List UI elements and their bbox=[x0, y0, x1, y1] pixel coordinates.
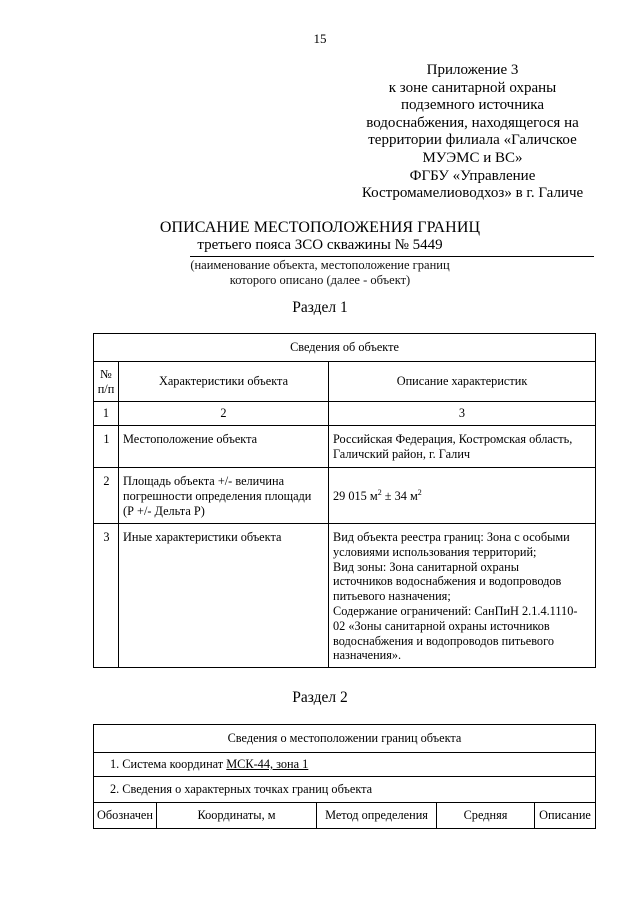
document-subtitle: третьего пояса ЗСО скважины № 5449 bbox=[197, 237, 443, 253]
object-info-table bbox=[93, 333, 596, 668]
appendix-line: подземного источника bbox=[400, 97, 544, 114]
description-line: Содержание ограничений: СанПиН 2.1.4.1110- bbox=[333, 603, 578, 618]
description-line: 02 «Зоны санитарной охраны источников bbox=[333, 618, 550, 633]
table-row bbox=[94, 426, 596, 468]
title-note-line: (наименование объекта, местоположение границ bbox=[190, 258, 450, 272]
characteristic-line: (Р +/- Дельта Р) bbox=[123, 503, 205, 518]
boundary-table-title: Сведения о местоположении границ объекта bbox=[94, 725, 596, 753]
table-row bbox=[94, 524, 596, 668]
col-number: 3 bbox=[329, 402, 596, 426]
description-line: Галичский район, г. Галич bbox=[333, 446, 471, 461]
section-2-heading: Раздел 2 bbox=[292, 689, 348, 706]
description-line: Российская Федерация, Костромская область, bbox=[333, 432, 573, 446]
object-info-table-title: Сведения об объекте bbox=[94, 334, 596, 362]
description-line: Вид объекта реестра границ: Зона с особыми bbox=[333, 530, 570, 544]
title-note bbox=[0, 258, 640, 288]
area-tolerance-exponent: 2 bbox=[417, 488, 422, 497]
row-description bbox=[329, 426, 596, 468]
appendix-line: водоснабжения, находящегося на bbox=[366, 114, 579, 131]
description-line: водоснабжения и водопроводов питьевого bbox=[333, 633, 554, 648]
page-number: 15 bbox=[313, 31, 327, 46]
col-number: 1 bbox=[94, 402, 119, 426]
appendix-line: территории филиала «Галичское bbox=[368, 132, 577, 149]
col-header-characteristic: Характеристики объекта bbox=[119, 362, 329, 402]
title-underline bbox=[190, 256, 594, 257]
col-header-mean: Средняя bbox=[437, 803, 535, 829]
row-number: 3 bbox=[94, 524, 119, 668]
table-row bbox=[94, 468, 596, 524]
col-header-description: Описание bbox=[535, 803, 596, 829]
area-unit-exponent: 2 bbox=[377, 488, 382, 497]
row-description bbox=[329, 524, 596, 668]
title-note-line: которого описано (далее - объект) bbox=[229, 273, 411, 287]
col-header-designation: Обозначен bbox=[94, 803, 157, 829]
row-characteristic bbox=[119, 468, 329, 524]
description-line: источников водоснабжения и водопроводов bbox=[333, 574, 562, 589]
area-tolerance: ± 34 м bbox=[381, 489, 418, 504]
row-characteristic: Местоположение объекта bbox=[119, 426, 329, 468]
appendix-line: Приложение 3 bbox=[426, 62, 519, 78]
appendix-block bbox=[340, 62, 605, 203]
coordinate-system-row bbox=[94, 753, 596, 777]
appendix-line: к зоне санитарной охраны bbox=[388, 79, 557, 96]
coordinate-system-value: МСК-44, зона 1 bbox=[226, 757, 309, 772]
points-info-row: 2. Сведения о характерных точках границ объекта bbox=[94, 777, 596, 803]
description-line: условиями использования территорий; bbox=[333, 544, 537, 559]
section-1-heading: Раздел 1 bbox=[292, 299, 348, 316]
appendix-line: ФГБУ «Управление bbox=[409, 167, 536, 184]
row-characteristic: Иные характеристики объекта bbox=[119, 524, 329, 668]
col-header-coordinates: Координаты, м bbox=[157, 803, 317, 829]
coordinate-system-label: 1. Система координат bbox=[110, 757, 227, 772]
characteristic-line: Площадь объекта +/- величина bbox=[123, 474, 285, 488]
row-number: 2 bbox=[94, 468, 119, 524]
boundary-info-table bbox=[93, 724, 596, 829]
row-number: 1 bbox=[94, 426, 119, 468]
characteristic-line: погрешности определения площади bbox=[123, 488, 312, 503]
row-area-value bbox=[329, 468, 596, 524]
description-line: Вид зоны: Зона санитарной охраны bbox=[333, 559, 519, 574]
appendix-line: МУЭМС и ВС» bbox=[422, 149, 523, 166]
col-number: 2 bbox=[119, 402, 329, 426]
col-header-description: Описание характеристик bbox=[329, 362, 596, 402]
col-header-method: Метод определения bbox=[317, 803, 437, 829]
col-header-num: № п/п bbox=[94, 362, 119, 402]
document-title: ОПИСАНИЕ МЕСТОПОЛОЖЕНИЯ ГРАНИЦ bbox=[159, 219, 481, 236]
description-line: питьевого назначения; bbox=[333, 589, 451, 604]
area-number: 29 015 м bbox=[333, 489, 378, 504]
appendix-line: Костромамелиоводхоз» в г. Галиче bbox=[361, 185, 584, 202]
description-line: назначения». bbox=[333, 648, 402, 663]
